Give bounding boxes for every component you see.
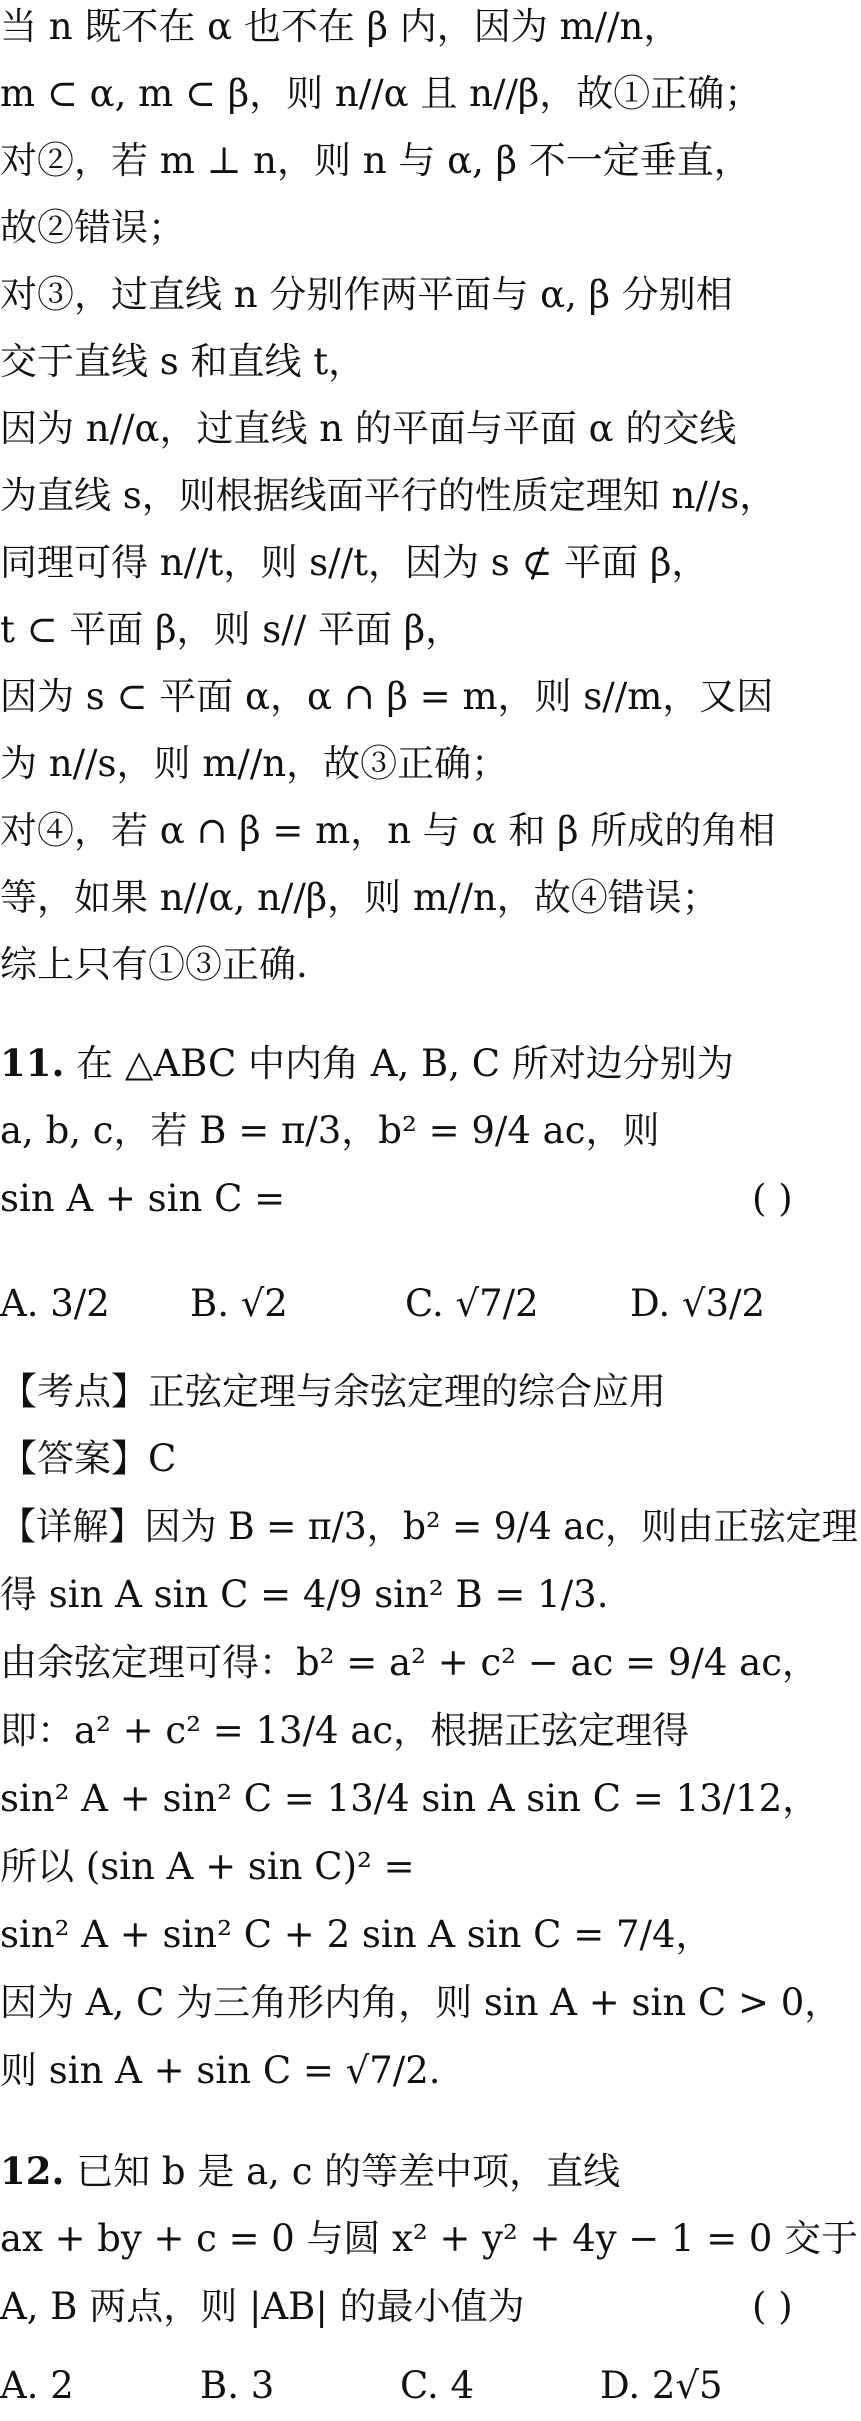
explain-line: sin² A + sin² C = 13/4 sin A sin C = 13/12， bbox=[0, 1777, 820, 1820]
explain-line: 则 sin A + sin C = √7/2. bbox=[0, 2049, 441, 2092]
option-a: A. 2 bbox=[0, 2364, 74, 2407]
option-a: A. 3/2 bbox=[0, 1282, 110, 1325]
solution-line: 为直线 s，则根据线面平行的性质定理知 n//s， bbox=[0, 474, 777, 517]
solution-line: 交于直线 s 和直线 t， bbox=[0, 340, 366, 383]
solution-line: 等，如果 n//α, n//β，则 m//n，故④错误； bbox=[0, 876, 719, 919]
knowledge-point: 【考点】正弦定理与余弦定理的综合应用 bbox=[0, 1370, 666, 1413]
explain-line: 由余弦定理可得：b² = a² + c² − ac = 9/4 ac， bbox=[0, 1641, 819, 1684]
stem-text: 在 △ABC 中内角 A, B, C 所对边分别为 bbox=[76, 1042, 734, 1085]
solution-line: 综上只有①③正确. bbox=[0, 943, 308, 986]
question-stem: a, b, c，若 B = π/3，b² = 9/4 ac，则 bbox=[0, 1109, 660, 1152]
option-c: C. 4 bbox=[400, 2364, 475, 2407]
solution-line: 为 n//s，则 m//n，故③正确； bbox=[0, 742, 509, 785]
explain-line: 得 sin A sin C = 4/9 sin² B = 1/3. bbox=[0, 1573, 609, 1616]
stem-text: 已知 b 是 a, c 的等差中项，直线 bbox=[76, 2150, 621, 2193]
solution-line: 当 n 既不在 α 也不在 β 内，因为 m//n， bbox=[0, 5, 681, 48]
question-stem: A, B 两点，则 |AB| 的最小值为 bbox=[0, 2285, 525, 2328]
answer-paren: ( ) bbox=[752, 1177, 793, 1220]
option-d: D. √3/2 bbox=[630, 1282, 765, 1325]
solution-line: 故②错误； bbox=[0, 206, 185, 249]
solution-line: 对③，过直线 n 分别作两平面与 α, β 分别相 bbox=[0, 273, 733, 316]
explain-line: 即：a² + c² = 13/4 ac，根据正弦定理得 bbox=[0, 1709, 690, 1752]
option-d: D. 2√5 bbox=[600, 2364, 723, 2407]
answer-line: 【答案】C bbox=[0, 1437, 177, 1480]
solution-line: 因为 s ⊂ 平面 α，α ∩ β = m，则 s//m，又因 bbox=[0, 675, 774, 718]
option-c: C. √7/2 bbox=[405, 1282, 539, 1325]
solution-line: 对④，若 α ∩ β = m，n 与 α 和 β 所成的角相 bbox=[0, 809, 776, 852]
explain-line: 【详解】因为 B = π/3，b² = 9/4 ac，则由正弦定理 bbox=[0, 1505, 858, 1548]
question-number: 11. bbox=[0, 1041, 65, 1085]
question-number: 12. bbox=[0, 2149, 65, 2193]
answer-paren: ( ) bbox=[752, 2285, 793, 2328]
question-stem bbox=[0, 2150, 620, 2194]
explain-line: 所以 (sin A + sin C)² = bbox=[0, 1845, 415, 1888]
solution-line: 同理可得 n//t，则 s//t，因为 s ⊄ 平面 β， bbox=[0, 541, 709, 584]
question-stem: ax + by + c = 0 与圆 x² + y² + 4y − 1 = 0 交于 bbox=[0, 2217, 858, 2260]
option-b: B. √2 bbox=[190, 1282, 288, 1325]
solution-line: m ⊂ α, m ⊂ β，则 n//α 且 n//β，故①正确； bbox=[0, 72, 762, 115]
question-stem: sin A + sin C = bbox=[0, 1177, 286, 1220]
explain-line: 因为 A, C 为三角形内角，则 sin A + sin C > 0， bbox=[0, 1981, 842, 2024]
question-stem bbox=[0, 1042, 734, 1086]
solution-line: 对②，若 m ⊥ n，则 n 与 α, β 不一定垂直， bbox=[0, 139, 751, 182]
option-b: B. 3 bbox=[200, 2364, 275, 2407]
solution-line: 因为 n//α，过直线 n 的平面与平面 α 的交线 bbox=[0, 407, 737, 450]
explain-line: sin² A + sin² C + 2 sin A sin C = 7/4， bbox=[0, 1913, 713, 1956]
solution-line: t ⊂ 平面 β，则 s// 平面 β， bbox=[0, 608, 463, 651]
